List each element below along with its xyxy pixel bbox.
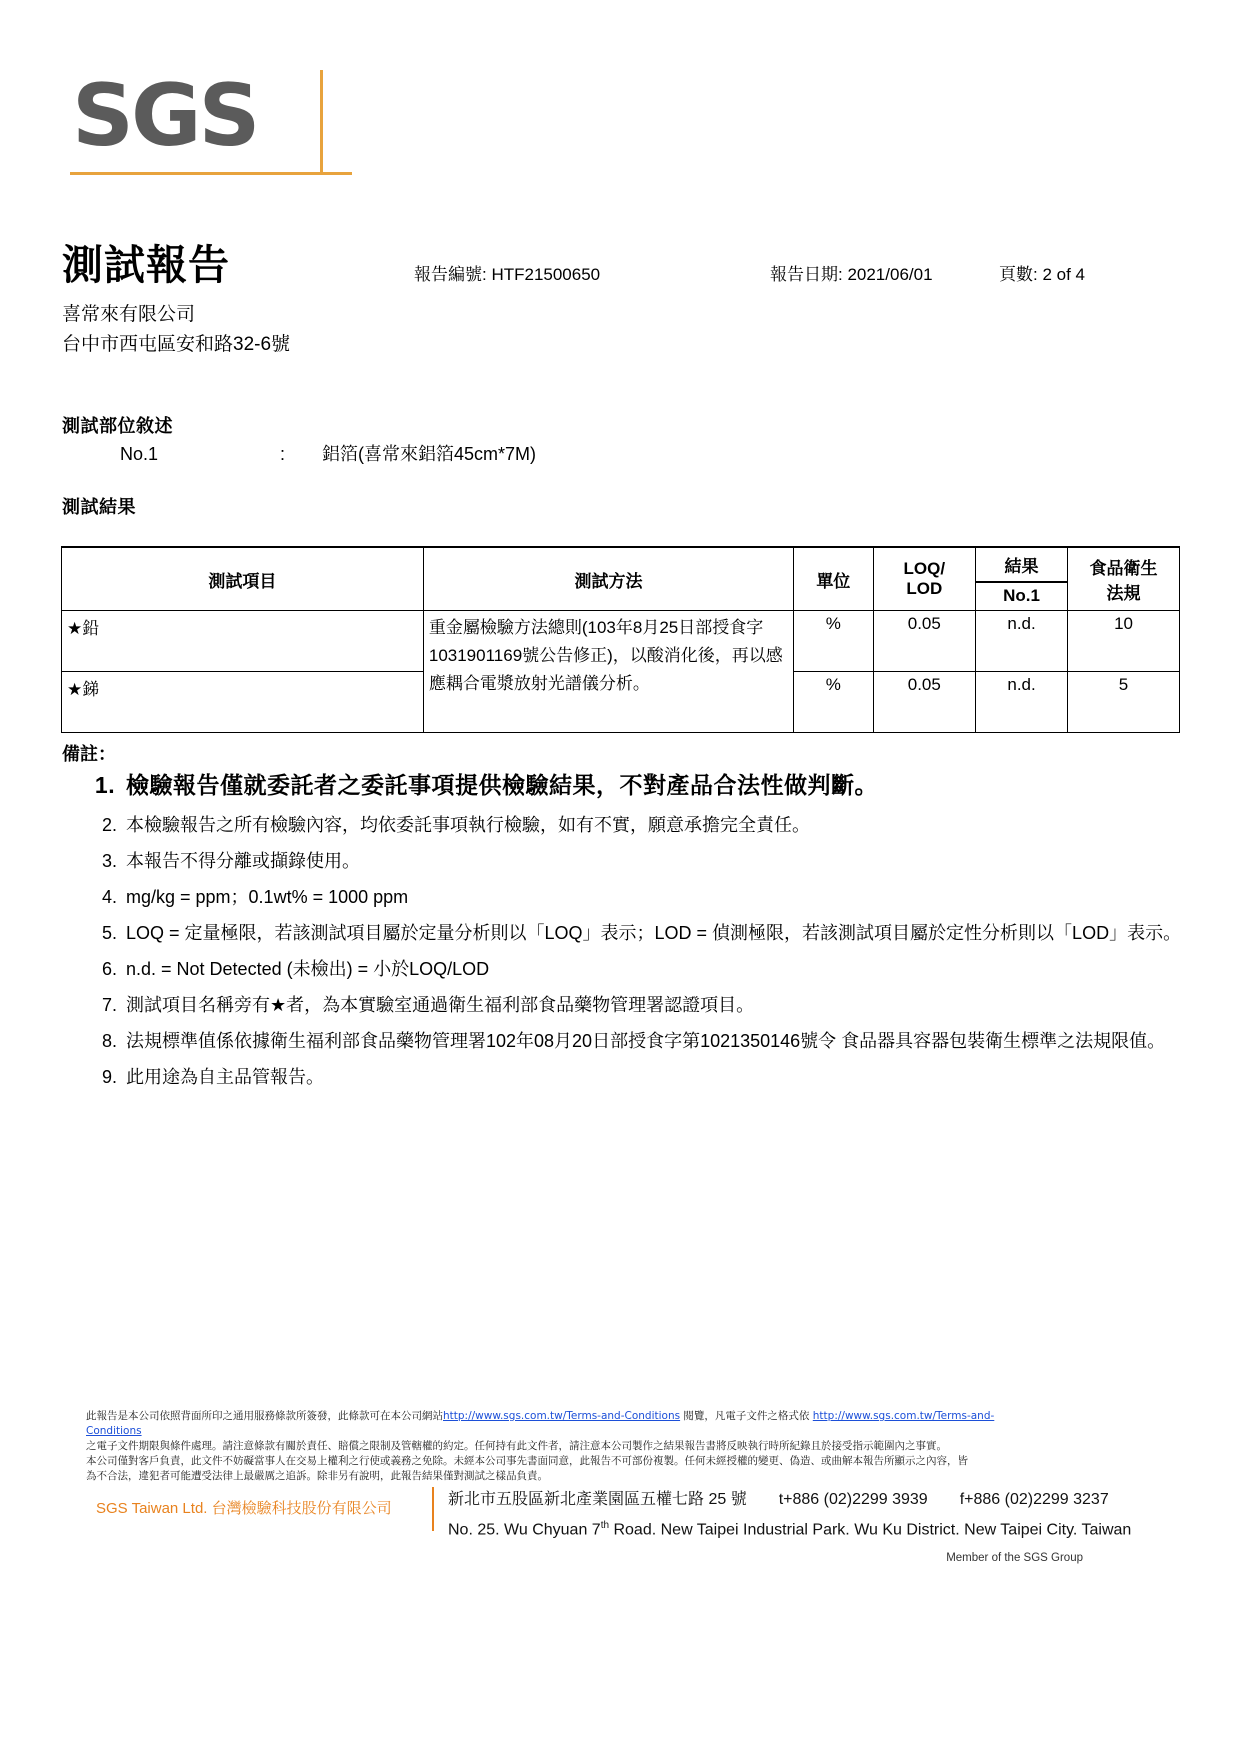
fine-print-line1-a: 此報告是本公司依照背面所印之通用服務條款所簽發，此條款可在本公司網站 [86, 1410, 443, 1422]
loq-line-1: LOQ/ [903, 559, 946, 578]
report-header [0, 242, 1241, 288]
cell-unit: % [794, 672, 873, 733]
footer-divider [432, 1487, 434, 1531]
col-header-loq-lod [873, 547, 975, 611]
footer-address-cn: 新北市五股區新北產業園區五權七路 25 號 t+886 (02)2299 3939 f+886 (02)2299 3237 [448, 1491, 1109, 1508]
col-header-limit [1068, 547, 1180, 611]
cell-method: 重金屬檢驗方法總則(103年8月25日部授食字1031901169號公告修正)，以酸消化後，再以感應耦合電漿放射光譜儀分析。 [423, 611, 793, 733]
test-results-title: 測試結果 [62, 497, 136, 517]
sample-no: No.1 [120, 444, 159, 464]
sgs-logo-text: SGS [72, 66, 258, 166]
list-item: 9. 此用途為自主品管報告。 [122, 1062, 1212, 1093]
sample-colon: : [280, 444, 286, 464]
cell-limit: 10 [1068, 611, 1180, 672]
footer-address-en [448, 1513, 1131, 1543]
footer-member-note: Member of the SGS Group [946, 1552, 1083, 1564]
limit-line-2: 法規 [1106, 584, 1141, 603]
page-title: 測試報告 [62, 242, 230, 288]
list-item: 8. 法規標準值係依據衛生福利部食品藥物管理署102年08月20日部授食字第1021350146號令 食品器具容器包裝衛生標準之法規限值。 [122, 1026, 1212, 1057]
terms-and-conditions-link-1[interactable]: http://www.sgs.com.tw/Terms-and-Conditions [443, 1410, 681, 1422]
footer-brand [96, 1497, 392, 1518]
footer-brand-en: SGS Taiwan Ltd. [96, 1500, 208, 1517]
list-item: 6. n.d. = Not Detected (未檢出) = 小於LOQ/LOD [122, 954, 1212, 985]
cell-unit: % [794, 611, 873, 672]
footer-fine-print [86, 1409, 1026, 1484]
cell-loq: 0.05 [873, 611, 975, 672]
list-item: 7. 測試項目名稱旁有★者，為本實驗室通過衛生福利部食品藥物管理署認證項目。 [122, 990, 1212, 1021]
table-row [62, 611, 1180, 672]
footer-brand-cn: 台灣檢驗科技股份有限公司 [211, 1500, 392, 1517]
footer-address [448, 1487, 1131, 1543]
report-date: 報告日期: 2021/06/01 [770, 265, 933, 284]
fine-print-line3: 本公司僅對客戶負責，此文件不妨礙當事人在交易上權利之行使或義務之免除。未經本公司事先書面同意，此報告不可部份複製。任何未經授權的變更、偽造、或曲解本報告所顯示之內容，皆 [86, 1455, 968, 1467]
list-item: 5. LOQ = 定量極限，若該測試項目屬於定量分析則以「LOQ」表示；LOD = 偵測極限，若該測試項目屬於定性分析則以「LOD」表示。 [122, 918, 1212, 949]
cell-loq: 0.05 [873, 672, 975, 733]
sgs-logo [72, 68, 402, 188]
fine-print-line2: 之電子文件期限與條件處理。請注意條款有關於責任、賠償之限制及管轄權的約定。任何持有此文件者，請注意本公司製作之結果報告書將反映執行時所紀錄且於接受指示範圍內之事實。 [86, 1440, 947, 1452]
loq-line-2: LOD [906, 579, 943, 598]
fine-print-line4: 為不合法，違犯者可能遭受法律上最嚴厲之追訴。除非另有說明，此報告結果僅對測試之樣品負責。 [86, 1470, 548, 1482]
col-header-item: 測試項目 [62, 547, 424, 611]
list-item: 4. mg/kg = ppm；0.1wt% = 1000 ppm [122, 882, 1212, 913]
cell-item: ★銻 [62, 672, 424, 733]
remarks-label: 備註： [62, 744, 116, 764]
cell-limit: 5 [1068, 672, 1180, 733]
col-header-method: 測試方法 [423, 547, 793, 611]
list-item: 1. 檢驗報告僅就委託者之委託事項提供檢驗結果，不對產品合法性做判斷。 [122, 768, 1212, 802]
footer-address-ordinal: th [600, 1520, 610, 1531]
cell-result: n.d. [976, 611, 1068, 672]
sample-description-title: 測試部位敘述 [62, 416, 173, 436]
results-table [61, 546, 1180, 733]
fine-print-line1-b: 閱覽，凡電子文件之格式依 [680, 1410, 813, 1422]
client-block [62, 300, 290, 360]
sample-description-value: 鋁箔(喜常來鋁箔45cm*7M) [322, 444, 537, 464]
col-header-unit: 單位 [794, 547, 873, 611]
remarks-list [84, 768, 1212, 1098]
table-header-row [62, 547, 1180, 582]
report-number: 報告編號: HTF21500650 [414, 265, 601, 284]
footer-address-en-part2: Road. New Taipei Industrial Park. Wu Ku District. New Taipei City. Taiwan [609, 1521, 1132, 1539]
page-number: 頁數: 2 of 4 [999, 265, 1085, 284]
sgs-logo-horizontal-rule [70, 172, 352, 175]
terms-and-conditions-link-2[interactable]: http://www.sgs.com.tw/Terms-and-Conditions [86, 1410, 995, 1437]
footer-address-en-part1: No. 25. Wu Chyuan 7 [448, 1521, 601, 1539]
col-header-result: 結果 [976, 547, 1068, 582]
cell-item: ★鉛 [62, 611, 424, 672]
limit-line-1: 食品衛生 [1089, 559, 1158, 578]
cell-result: n.d. [976, 672, 1068, 733]
sgs-logo-vertical-rule [320, 70, 323, 174]
client-address: 台中市西屯區安和路32-6號 [62, 334, 291, 355]
list-item: 3. 本報告不得分離或擷錄使用。 [122, 846, 1212, 877]
sample-description-row [120, 440, 536, 466]
client-name: 喜常來有限公司 [62, 304, 196, 325]
list-item: 2. 本檢驗報告之所有檢驗內容，均依委託事項執行檢驗，如有不實，願意承擔完全責任。 [122, 810, 1212, 841]
col-subheader-sample-no: No.1 [976, 582, 1068, 611]
